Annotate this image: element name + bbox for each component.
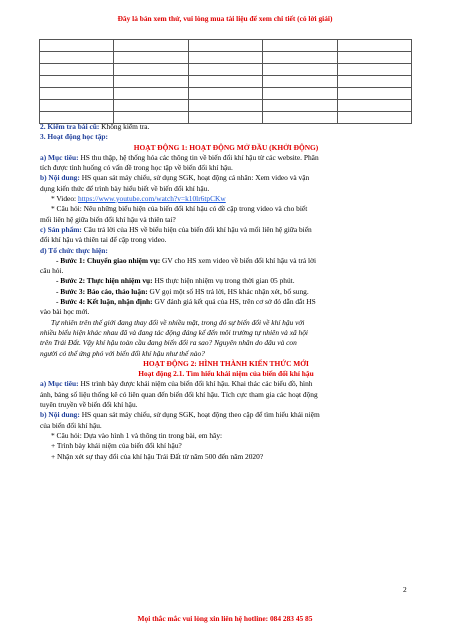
product-line: c) Sản phẩm: Câu trả lời của HS về biểu hiện của biến đổi khí hậu và mối liên hệ giữa biến bbox=[40, 224, 312, 234]
table-row bbox=[40, 40, 412, 52]
intro-paragraph-line: nhiều biểu hiện khác nhau đã và đang tác động đáng kể đến môi trường tự nhiên và xã hội bbox=[40, 327, 308, 337]
table-row bbox=[40, 52, 412, 64]
question-line: * Câu hỏi: Nêu những biểu hiện của biến đổi khí hậu có đề cập trong video và cho biết bbox=[51, 204, 308, 214]
step-2: - Bước 2: Thực hiện nhiệm vụ: HS thực hiện nhiệm vụ trong thời gian 05 phút. bbox=[56, 276, 295, 286]
step-1-cont: câu hỏi. bbox=[40, 266, 64, 276]
video-line: * Video: https://www.youtube.com/watch?v=k10lr6tpCKw bbox=[51, 194, 226, 204]
intro-paragraph-line: trên Trái Đất. Vậy khí hậu toàn cầu đang biến đổi ra sao? Nguyên nhân do đâu và con bbox=[40, 338, 297, 348]
content-line: b) Nội dung: HS quan sát máy chiếu, sử dụng SGK, hoạt động theo cặp để tìm hiểu khái niệm bbox=[40, 410, 320, 420]
objective-line-3: tuyên truyền về biến đổi khí hậu. bbox=[40, 400, 138, 410]
page-number: 2 bbox=[403, 585, 407, 594]
content-line: b) Nội dung: HS quan sát máy chiếu, sử dụng SGK, hoạt động cá nhân: Xem video và vận bbox=[40, 173, 310, 183]
step-3: - Bước 3: Báo cáo, thảo luận: GV gọi một số HS trả lời, HS khác nhận xét, bổ sung. bbox=[56, 286, 309, 296]
activity-2-1-title: Hoạt động 2.1. Tìm hiểu khái niệm của biến đổi khí hậu bbox=[138, 369, 314, 379]
hotline-banner: Mọi thắc mắc vui lòng xin liên hệ hotline: 084 283 45 85 bbox=[137, 614, 313, 623]
question-line-2: mối liên hệ giữa biến đổi khí hậu và thiên tai? bbox=[40, 214, 176, 224]
video-link[interactable]: https://www.youtube.com/watch?v=k10lr6tpCKw bbox=[77, 194, 226, 204]
step-4-cont: vào bài học mới. bbox=[40, 307, 90, 317]
question-line: * Câu hỏi: Dựa vào hình 1 và thông tin trong bài, em hãy: bbox=[51, 430, 223, 440]
content-line-2: dụng kiến thức để trình bày hiểu biết về biến đổi khí hậu. bbox=[40, 183, 210, 193]
objective-line: a) Mục tiêu: HS trình bày được khái niệm của biến đổi khí hậu. Khai thác các biểu đồ, hình bbox=[40, 379, 313, 389]
preview-banner: Đây là bản xem thử, vui lòng mua tài liệu để xem chi tiết (có lời giải) bbox=[117, 14, 333, 23]
lesson-content bbox=[40, 122, 412, 462]
question-bullet: + Trình bày khái niệm của biến đổi khí hậu? bbox=[51, 441, 182, 451]
activity-1-title: HOẠT ĐỘNG 1: HOẠT ĐỘNG MỞ ĐẦU (KHỞI ĐỘNG) bbox=[133, 142, 319, 152]
intro-paragraph-line: người có thể ứng phó với biến đổi khí hậu như thế nào? bbox=[40, 348, 205, 358]
table-row bbox=[40, 88, 412, 100]
blank-table bbox=[39, 39, 412, 124]
step-4: - Bước 4: Kết luận, nhận định: GV đánh giá kết quả của HS, trên cơ sở đó dẫn dắt HS bbox=[56, 297, 316, 307]
organization-heading: d) Tổ chức thực hiện: bbox=[40, 245, 108, 255]
table-row bbox=[40, 100, 412, 112]
old-lesson-check: 2. Kiểm tra bài cũ: Không kiểm tra. bbox=[40, 122, 150, 131]
objective-line-2: tích được tình huống có vấn đề trong học tập về biến đổi khí hậu. bbox=[40, 163, 233, 173]
intro-paragraph-line: Tự nhiên trên thế giới đang thay đổi về nhiều mặt, trong đó sự biến đổi về khí hậu với bbox=[51, 317, 305, 327]
question-bullet: + Nhận xét sự thay đổi của khí hậu Trái Đất từ năm 500 đến năm 2020? bbox=[51, 451, 264, 461]
objective-line: a) Mục tiêu: HS thu thập, hệ thống hóa các thông tin về biến đổi khí hậu từ các website. Phân bbox=[40, 152, 319, 162]
step-1: - Bước 1: Chuyển giao nhiệm vụ: GV cho HS xem video về biến đổi khí hậu và trả lời bbox=[56, 255, 317, 265]
table-row bbox=[40, 76, 412, 88]
learning-activities-heading: 3. Hoạt động học tập: bbox=[40, 132, 108, 142]
content-line-2: của biến đổi khí hậu. bbox=[40, 420, 102, 430]
table-row bbox=[40, 64, 412, 76]
product-line-2: đổi khí hậu và thiên tai để cập trong video. bbox=[40, 235, 167, 245]
activity-2-title: HOẠT ĐỘNG 2: HÌNH THÀNH KIẾN THỨC MỚI bbox=[143, 358, 309, 368]
objective-line-2: ảnh, bảng số liệu thống kê có liên quan đến biến đổi khí hậu. Tích cực tham gia các hoạt động bbox=[40, 389, 318, 399]
